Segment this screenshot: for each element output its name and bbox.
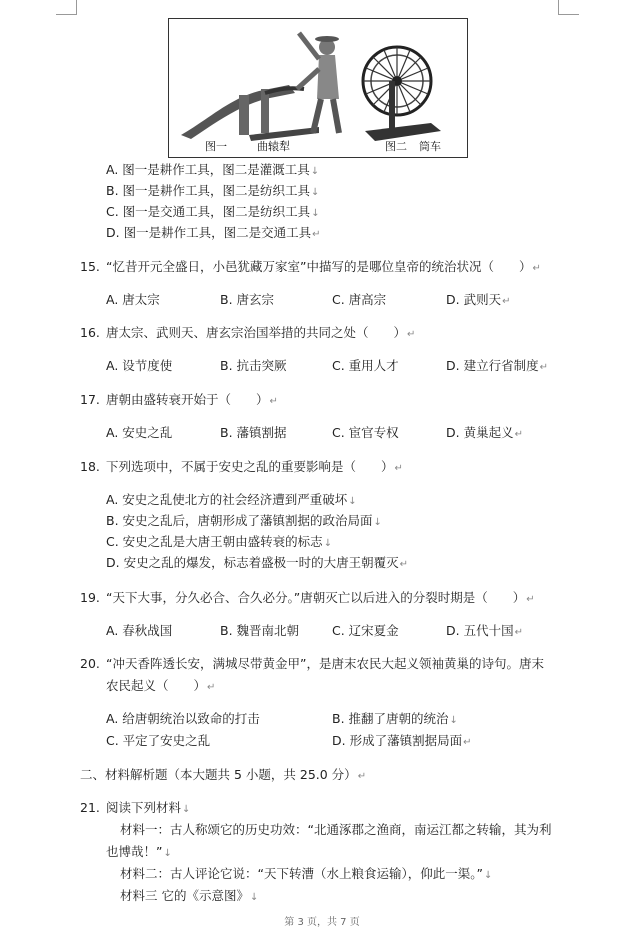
q21-material3: 材料三 它的《示意图》↓ <box>120 888 259 903</box>
figure1-caption-name: 曲辕犁 <box>257 140 290 153</box>
figure2-caption-number: 图二 <box>385 140 407 153</box>
q17-option-a: A. 安史之乱 <box>106 425 173 440</box>
q19-option-b: B. 魏晋南北朝 <box>220 623 300 638</box>
q19-option-c: C. 辽宋夏金 <box>332 623 399 638</box>
q17-option-d: D. 黄巢起义↵ <box>446 425 523 440</box>
q20-option-d: D. 形成了藩镇割据局面↵ <box>332 733 472 748</box>
q21-stem: 21. 阅读下列材料↓ <box>80 800 191 815</box>
q20-stem-line1: 20. “冲天香阵透长安，满城尽带黄金甲”，是唐末农民大起义领袖黄巢的诗句。唐末 <box>80 656 544 671</box>
q19-option-a: A. 春秋战国 <box>106 623 173 638</box>
figure-box <box>168 18 468 158</box>
q20-option-a: A. 给唐朝统治以致命的打击 <box>106 711 260 726</box>
q15-option-d: D. 武则天↵ <box>446 292 511 307</box>
q18-option-d: D. 安史之乱的爆发，标志着盛极一时的大唐王朝覆灭↵ <box>106 555 408 570</box>
crop-mark-right <box>558 0 579 15</box>
q14-option-d: D. 图一是耕作工具，图二是交通工具↵ <box>106 225 321 240</box>
q15-stem: 15. “忆昔开元全盛日，小邑犹藏万家室”中描写的是哪位皇帝的统治状况（ ）↵ <box>80 259 541 274</box>
page-footer: 第 3 页，共 7 页 <box>284 917 360 928</box>
q18-stem: 18. 下列选项中，不属于安史之乱的重要影响是（ ）↵ <box>80 459 403 474</box>
q18-option-b: B. 安史之乱后，唐朝形成了藩镇割据的政治局面↓ <box>106 513 382 528</box>
q14-option-a: A. 图一是耕作工具，图二是灌溉工具↓ <box>106 162 320 177</box>
q17-option-b: B. 藩镇割据 <box>220 425 287 440</box>
q14-option-c: C. 图一是交通工具，图二是纺织工具↓ <box>106 204 320 219</box>
q18-option-c: C. 安史之乱是大唐王朝由盛转衰的标志↓ <box>106 534 333 549</box>
q20-stem-line2: 农民起义（ ）↵ <box>106 678 216 693</box>
q14-option-b: B. 图一是耕作工具，图二是纺织工具↓ <box>106 183 320 198</box>
figure2-caption-name: 筒车 <box>419 140 441 153</box>
q19-option-d: D. 五代十国↵ <box>446 623 523 638</box>
q21-material1-line2: 也博哉！”↓ <box>106 844 172 859</box>
q20-option-b: B. 推翻了唐朝的统治↓ <box>332 711 458 726</box>
plough-illustration <box>169 19 467 157</box>
q17-option-c: C. 宦官专权 <box>332 425 399 440</box>
q16-option-b: B. 抗击突厥 <box>220 358 287 373</box>
q21-material2: 材料二：古人评论它说：“天下转漕（水上粮食运输），仰此一渠。”↓ <box>120 866 493 881</box>
q20-option-c: C. 平定了安史之乱 <box>106 733 211 748</box>
q17-stem: 17. 唐朝由盛转衰开始于（ ）↵ <box>80 392 278 407</box>
q19-stem: 19. “天下大事，分久必合、合久必分。”唐朝灭亡以后进入的分裂时期是（ ）↵ <box>80 590 535 605</box>
q16-option-c: C. 重用人才 <box>332 358 399 373</box>
crop-mark-left <box>56 0 77 15</box>
q15-option-b: B. 唐玄宗 <box>220 292 275 307</box>
q16-option-d: D. 建立行省制度↵ <box>446 358 548 373</box>
q18-option-a: A. 安史之乱使北方的社会经济遭到严重破坏↓ <box>106 492 357 507</box>
figure1-caption-number: 图一 <box>205 140 227 153</box>
q15-option-a: A. 唐太宗 <box>106 292 160 307</box>
q16-option-a: A. 设节度使 <box>106 358 173 373</box>
section2-heading: 二、材料解析题（本大题共 5 小题，共 25.0 分）↵ <box>80 767 367 782</box>
q15-option-c: C. 唐高宗 <box>332 292 387 307</box>
q16-stem: 16. 唐太宗、武则天、唐玄宗治国举措的共同之处（ ）↵ <box>80 325 416 340</box>
q21-material1-line1: 材料一：古人称颂它的历史功效：“北通涿郡之渔商，南运江都之转输，其为利 <box>120 822 552 837</box>
